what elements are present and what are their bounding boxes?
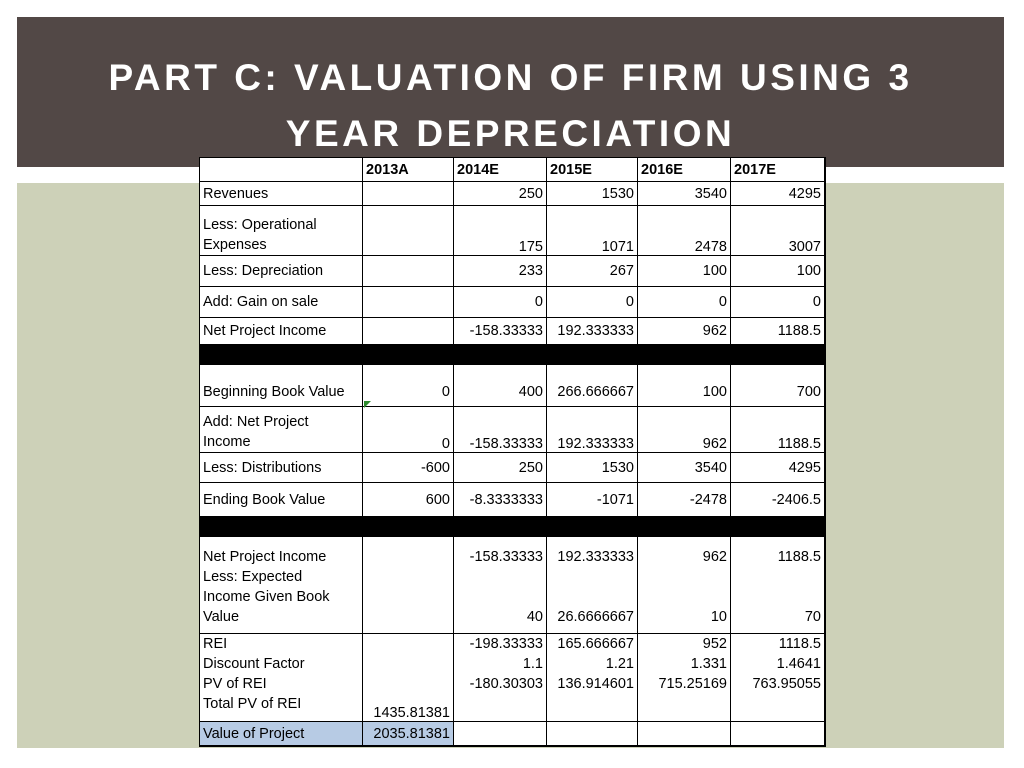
cell-value: 192.333333: [557, 549, 634, 565]
table-row: [200, 318, 825, 345]
cell-value: 1118.5: [778, 636, 821, 652]
row-label: Less: Depreciation: [200, 256, 363, 287]
table-cell: 1530: [547, 182, 638, 206]
valuation-table: [199, 157, 825, 746]
table-cell: [454, 634, 547, 722]
row-label-line: REI: [203, 636, 228, 652]
table-cell: 0: [547, 287, 638, 318]
table-cell: [731, 722, 825, 746]
table-cell: [638, 722, 731, 746]
table-cell: -600: [363, 453, 454, 483]
table-cell: 1188.5: [731, 318, 825, 345]
cell-value: 10: [710, 609, 727, 625]
table-cell: 4295: [731, 453, 825, 483]
table-cell: [731, 537, 825, 634]
cell-value: 763.95055: [752, 676, 821, 692]
table-cell: 250: [454, 182, 547, 206]
table-cell: -2478: [638, 483, 731, 517]
slide-title-line-1: PART C: VALUATION OF FIRM USING 3: [108, 57, 913, 98]
cell-value: 136.914601: [557, 676, 634, 692]
table-cell: 0: [363, 365, 454, 407]
separator-bar: [200, 345, 825, 365]
table-cell: 1188.5: [731, 407, 825, 453]
header-cell: 2016E: [638, 158, 731, 182]
table-cell: 100: [731, 256, 825, 287]
header-cell: 2017E: [731, 158, 825, 182]
table-cell: [363, 182, 454, 206]
cell-value: 1188.5: [777, 549, 821, 565]
table-cell: 192.333333: [547, 318, 638, 345]
cell-comment-marker: [364, 401, 371, 408]
cell-value: -180.30303: [469, 676, 543, 692]
row-label-line: Less: Operational: [203, 217, 317, 233]
table-cell: 3540: [638, 453, 731, 483]
slide-title-line-2: YEAR DEPRECIATION: [285, 113, 736, 154]
value-of-project-amount: 2035.81381: [363, 722, 454, 746]
row-label-line: Discount Factor: [203, 656, 305, 672]
header-cell: [200, 158, 363, 182]
row-label: [200, 407, 363, 453]
table-cell: -1071: [547, 483, 638, 517]
row-label-line: Income: [203, 434, 251, 450]
table-cell: 0: [731, 287, 825, 318]
row-label-line: Add: Net Project: [203, 414, 309, 430]
cell-value: 165.666667: [557, 636, 634, 652]
table-cell: 400: [454, 365, 547, 407]
table-cell: 0: [454, 287, 547, 318]
table-cell: 233: [454, 256, 547, 287]
table-cell: [547, 634, 638, 722]
header-cell: 2015E: [547, 158, 638, 182]
header-row: [200, 158, 825, 182]
row-label-line: Income Given Book: [203, 589, 330, 605]
table-cell: 175: [454, 206, 547, 256]
row-label-line: Value: [203, 609, 240, 625]
table-row: [200, 256, 825, 287]
table-row: [200, 407, 825, 453]
table-cell: [731, 634, 825, 722]
table-cell: 100: [638, 365, 731, 407]
table-cell: -8.3333333: [454, 483, 547, 517]
table-row: [200, 634, 825, 722]
header-cell: 2013A: [363, 158, 454, 182]
table-cell: 3007: [731, 206, 825, 256]
row-label-line: Less: Expected: [203, 569, 303, 585]
table-cell: 4295: [731, 182, 825, 206]
cell-value: -198.33333: [469, 636, 543, 652]
table-row: [200, 287, 825, 318]
cell-value: -158.33333: [469, 549, 543, 565]
separator-row: [200, 345, 825, 365]
separator-row: [200, 517, 825, 537]
table-cell: 3540: [638, 182, 731, 206]
table-cell: [638, 537, 731, 634]
table-cell: -2406.5: [731, 483, 825, 517]
row-label: Less: Distributions: [200, 453, 363, 483]
cell-value: 26.6666667: [557, 609, 634, 625]
row-label: Ending Book Value: [200, 483, 363, 517]
cell-value: 715.25169: [658, 676, 727, 692]
header-cell: 2014E: [454, 158, 547, 182]
cell-value: 952: [702, 636, 727, 652]
row-label: Revenues: [200, 182, 363, 206]
row-label: Net Project Income: [200, 318, 363, 345]
table-cell: -158.33333: [454, 407, 547, 453]
table-row: [200, 365, 825, 407]
table-cell: [454, 722, 547, 746]
cell-value: 1.4641: [776, 656, 821, 672]
table-row: [200, 206, 825, 256]
cell-value: 40: [526, 609, 543, 625]
table-cell: [638, 634, 731, 722]
row-label-line: Net Project Income: [203, 549, 327, 565]
table-row: [200, 537, 825, 634]
table-cell: [547, 722, 638, 746]
table-row: [200, 722, 825, 746]
table-cell: 1530: [547, 453, 638, 483]
table-cell: [363, 256, 454, 287]
row-label-line: Expenses: [203, 237, 267, 253]
cell-value: 1.331: [690, 656, 727, 672]
table-cell: 100: [638, 256, 731, 287]
table-cell: 267: [547, 256, 638, 287]
table-cell: 192.333333: [547, 407, 638, 453]
table-cell: [547, 537, 638, 634]
table-cell: [363, 318, 454, 345]
row-label: Add: Gain on sale: [200, 287, 363, 318]
table-cell: 0: [363, 407, 454, 453]
table-row: [200, 453, 825, 483]
cell-value: 1.1: [522, 656, 543, 672]
table-cell: 250: [454, 453, 547, 483]
table-cell: 2478: [638, 206, 731, 256]
separator-bar: [200, 517, 825, 537]
table-row: [200, 483, 825, 517]
row-label: [200, 537, 363, 634]
table-cell: [363, 206, 454, 256]
table-cell: 962: [638, 407, 731, 453]
table-cell: 600: [363, 483, 454, 517]
row-label: [200, 206, 363, 256]
table-cell: [363, 287, 454, 318]
table-cell: 266.666667: [547, 365, 638, 407]
row-label: Beginning Book Value: [200, 365, 363, 407]
cell-value: 1.21: [605, 656, 634, 672]
cell-value: 70: [804, 609, 821, 625]
row-label-line: Total PV of REI: [203, 696, 302, 712]
table-cell: [363, 537, 454, 634]
cell-value: 962: [702, 549, 727, 565]
table-cell: -158.33333: [454, 318, 547, 345]
table-cell: 962: [638, 318, 731, 345]
slide-title: [17, 50, 1004, 162]
row-label-line: PV of REI: [203, 676, 267, 692]
table-cell: 0: [638, 287, 731, 318]
table-cell: 1071: [547, 206, 638, 256]
value-of-project-label: Value of Project: [200, 722, 363, 746]
row-label: [200, 634, 363, 722]
table-cell: [454, 537, 547, 634]
table-row: [200, 182, 825, 206]
table-cell: 700: [731, 365, 825, 407]
total-pv-cell: 1435.81381: [363, 634, 454, 722]
